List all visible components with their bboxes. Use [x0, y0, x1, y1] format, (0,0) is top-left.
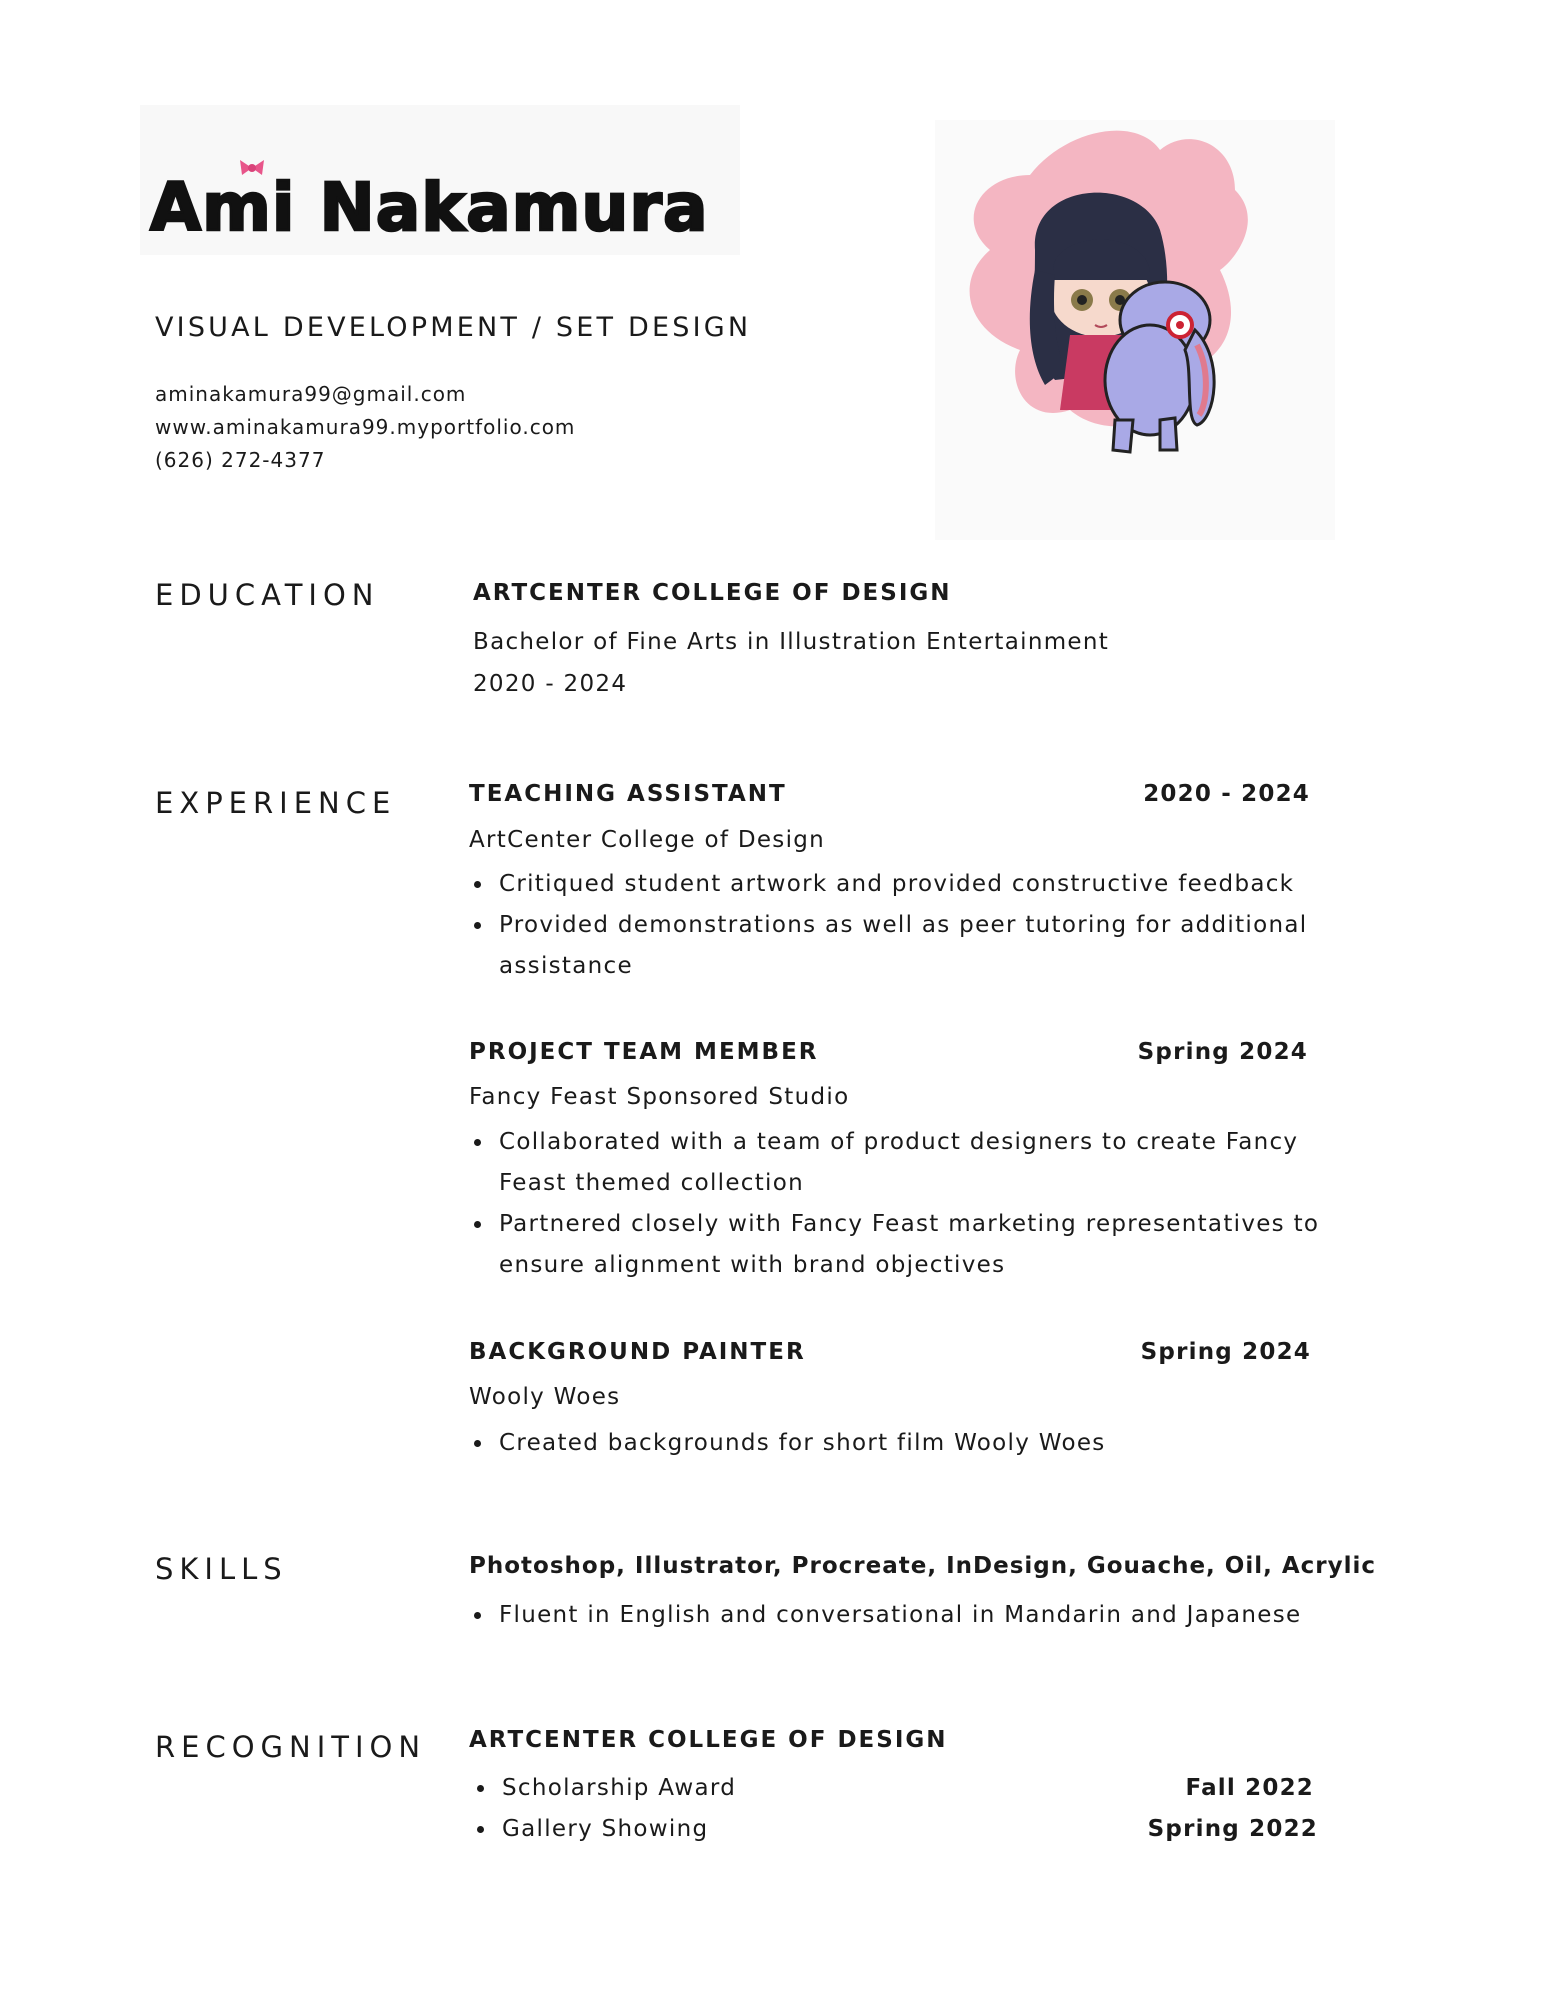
name-banner — [140, 105, 740, 255]
name-logo — [140, 105, 740, 255]
job-org: ArtCenter College of Design — [469, 827, 826, 853]
job-org: Wooly Woes — [469, 1384, 621, 1410]
job-subtitle: VISUAL DEVELOPMENT / SET DESIGN — [155, 312, 752, 343]
skills-tools: Photoshop, Illustrator, Procreate, InDesign, Gouache, Oil, Acrylic — [469, 1553, 1377, 1579]
job-bullets — [469, 1122, 1349, 1286]
job-date: 2020 - 2024 — [1143, 781, 1310, 807]
list-item: Provided demonstrations as well as peer tutoring for additional assistance — [469, 905, 1329, 987]
job-title: TEACHING ASSISTANT — [469, 781, 787, 807]
list-item: Gallery Showing — [472, 1809, 972, 1850]
skills-bullets — [469, 1595, 1349, 1636]
list-item: Partnered closely with Fancy Feast marketing representatives to ensure alignment with brand objectives — [469, 1204, 1349, 1286]
recognition-bullets — [472, 1768, 972, 1850]
phone-number: (626) 272-4377 — [155, 448, 326, 472]
job-title: PROJECT TEAM MEMBER — [469, 1039, 819, 1065]
section-heading-skills: SKILLS — [155, 1552, 288, 1586]
website-link[interactable]: www.aminakamura99.myportfolio.com — [155, 415, 576, 439]
section-heading-experience: EXPERIENCE — [155, 786, 397, 820]
education-school: ARTCENTER COLLEGE OF DESIGN — [473, 580, 952, 606]
list-item: Collaborated with a team of product designers to create Fancy Feast themed collection — [469, 1122, 1319, 1204]
section-heading-education: EDUCATION — [155, 578, 380, 612]
recognition-org: ARTCENTER COLLEGE OF DESIGN — [469, 1727, 948, 1753]
job-bullets — [469, 864, 1349, 987]
job-title: BACKGROUND PAINTER — [469, 1339, 806, 1365]
job-bullets — [469, 1423, 1349, 1464]
education-years: 2020 - 2024 — [473, 671, 628, 697]
list-item: Fluent in English and conversational in Mandarin and Japanese — [469, 1595, 1349, 1636]
email-link[interactable]: aminakamura99@gmail.com — [155, 382, 467, 406]
name-title: Ami Nakamura — [150, 169, 709, 246]
recognition-date: Spring 2022 — [1147, 1816, 1318, 1842]
list-item: Critiqued student artwork and provided constructive feedback — [469, 864, 1349, 905]
list-item: Scholarship Award — [472, 1768, 972, 1809]
character-illustration — [935, 120, 1335, 540]
job-org: Fancy Feast Sponsored Studio — [469, 1084, 850, 1110]
education-degree: Bachelor of Fine Arts in Illustration Entertainment — [473, 629, 1110, 655]
job-date: Spring 2024 — [1137, 1039, 1308, 1065]
job-date: Spring 2024 — [1140, 1339, 1311, 1365]
section-heading-recognition: RECOGNITION — [155, 1730, 427, 1764]
list-item: Created backgrounds for short film Wooly Woes — [469, 1423, 1349, 1464]
recognition-date: Fall 2022 — [1185, 1775, 1314, 1801]
